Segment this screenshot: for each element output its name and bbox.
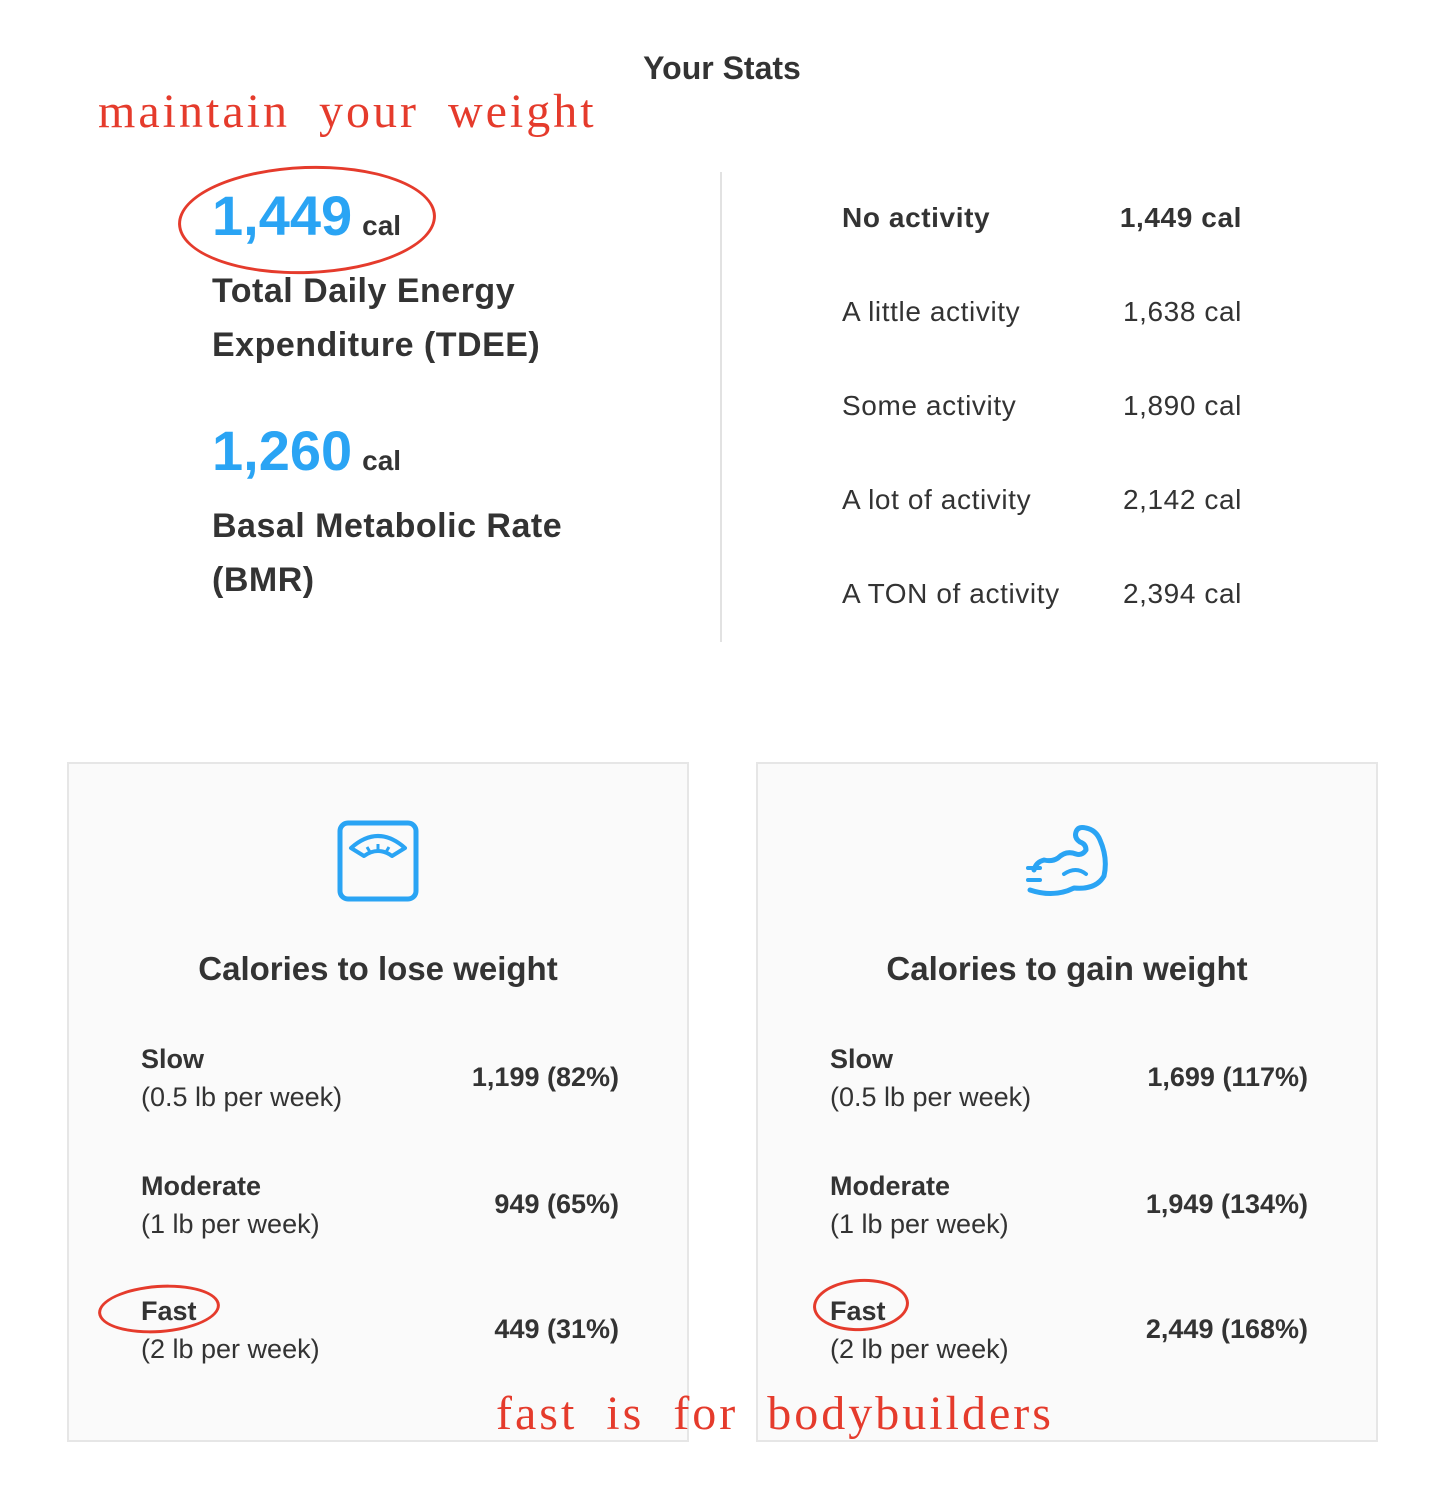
bmr-number: 1,260 xyxy=(212,419,353,482)
bmr-unit: cal xyxy=(362,445,402,476)
rate-sub: (1 lb per week) xyxy=(830,1209,1009,1239)
rate-name: Fast xyxy=(141,1296,197,1326)
bmr-value xyxy=(212,418,401,483)
rate-row-moderate xyxy=(141,1171,619,1251)
scale-icon xyxy=(69,818,687,904)
rate-value: 1,199 (82%) xyxy=(471,1062,619,1092)
activity-row xyxy=(842,296,1242,336)
activity-calories: 2,394 cal xyxy=(1122,578,1242,609)
rate-row-moderate xyxy=(830,1171,1308,1251)
activity-name: A little activity xyxy=(842,296,1021,327)
rate-sub: (2 lb per week) xyxy=(141,1334,320,1364)
tdee-number: 1,449 xyxy=(212,184,353,247)
rate-sub: (1 lb per week) xyxy=(141,1209,320,1239)
activity-calories: 1,890 cal xyxy=(1122,390,1242,421)
rate-sub: (0.5 lb per week) xyxy=(141,1082,343,1112)
activity-row xyxy=(842,578,1242,618)
activity-calories: 1,449 cal xyxy=(1119,202,1242,233)
rate-sub: (0.5 lb per week) xyxy=(830,1082,1032,1112)
handwritten-note-maintain: maintain your weight xyxy=(98,85,597,138)
rate-name: Fast xyxy=(830,1296,886,1326)
activity-name: A lot of activity xyxy=(842,484,1032,515)
gain-card-title: Calories to gain weight xyxy=(886,950,1248,987)
rate-name: Moderate xyxy=(830,1171,951,1201)
activity-row xyxy=(842,202,1242,242)
handwritten-note-bodybuilders: fast is for bodybuilders xyxy=(496,1387,1054,1440)
activity-name: Some activity xyxy=(842,390,1017,421)
tdee-label: Total Daily Energy Expenditure (TDEE) xyxy=(212,272,541,364)
page-title: Your Stats xyxy=(643,50,801,86)
lose-card-title: Calories to lose weight xyxy=(198,950,558,987)
gain-weight-card xyxy=(756,762,1378,1442)
bmr-label: Basal Metabolic Rate (BMR) xyxy=(212,507,563,599)
vertical-divider xyxy=(720,172,722,642)
lose-weight-card xyxy=(67,762,689,1442)
tdee-value xyxy=(212,183,401,248)
rate-name: Slow xyxy=(141,1044,205,1074)
activity-row xyxy=(842,390,1242,430)
activity-name: A TON of activity xyxy=(842,578,1060,609)
rate-value: 949 (65%) xyxy=(494,1189,619,1219)
activity-calories: 1,638 cal xyxy=(1122,296,1242,327)
rate-value: 1,949 (134%) xyxy=(1145,1189,1308,1219)
activity-row xyxy=(842,484,1242,524)
muscle-arm-icon xyxy=(758,818,1376,904)
rate-value: 2,449 (168%) xyxy=(1145,1314,1308,1344)
rate-value: 449 (31%) xyxy=(494,1314,619,1344)
tdee-unit: cal xyxy=(362,210,402,241)
rate-name: Slow xyxy=(830,1044,894,1074)
rate-row-slow xyxy=(830,1044,1308,1124)
activity-calories: 2,142 cal xyxy=(1122,484,1242,515)
rate-value: 1,699 (117%) xyxy=(1147,1062,1308,1092)
activity-name: No activity xyxy=(842,202,991,233)
rate-row-slow xyxy=(141,1044,619,1124)
rate-name: Moderate xyxy=(141,1171,262,1201)
rate-sub: (2 lb per week) xyxy=(830,1334,1009,1364)
